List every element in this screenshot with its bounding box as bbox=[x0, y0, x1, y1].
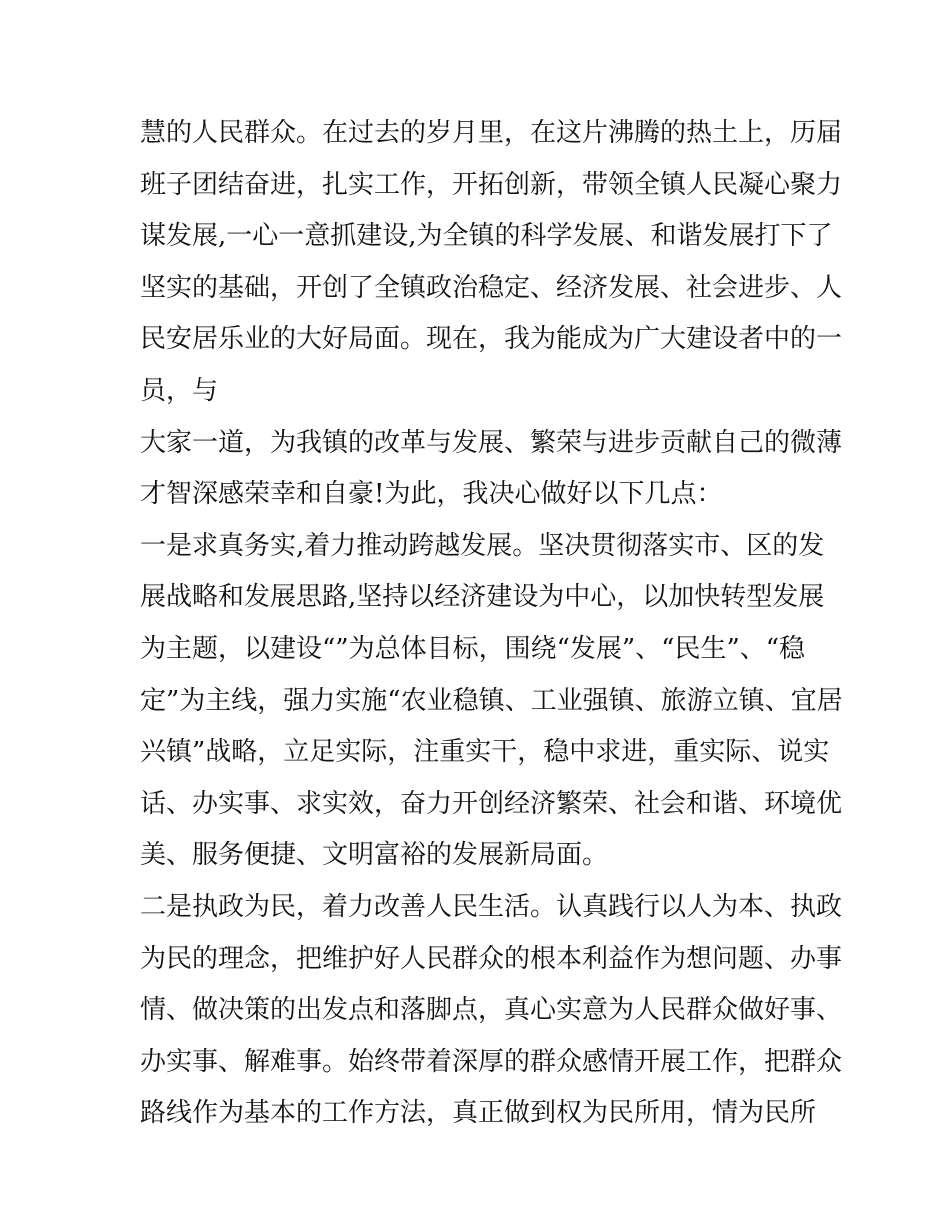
text-line: 一是求真务实,着力推动跨越发展。坚决贯彻落实市、区的发 bbox=[140, 530, 825, 561]
text-line: 班子团结奋进，扎实工作，开拓创新，带领全镇人民凝心聚力 bbox=[140, 169, 843, 200]
text-line: 二是执政为民，着力改善人民生活。认真践行以人为本、执政 bbox=[140, 891, 843, 922]
text-line: 坚实的基础，开创了全镇政治稳定、经济发展、社会进步、人 bbox=[140, 272, 843, 303]
text-line: 展战略和发展思路,坚持以经济建设为中心，以加快转型发展 bbox=[140, 582, 825, 613]
text-line: 路线作为基本的工作方法，真正做到权为民所用，情为民所 bbox=[140, 1098, 817, 1129]
text-line: 办实事、解难事。始终带着深厚的群众感情开展工作，把群众 bbox=[140, 1046, 843, 1077]
text-line: 为主题，以建设“”为总体目标，围绕“发展”、“民生”、“稳 bbox=[140, 633, 806, 664]
text-line: 美、服务便捷、文明富裕的发展新局面。 bbox=[140, 840, 609, 871]
text-line: 民安居乐业的大好局面。现在，我为能成为广大建设者中的一 bbox=[140, 324, 843, 355]
text-line: 谋发展,一心一意抓建设,为全镇的科学发展、和谐发展打下了 bbox=[140, 221, 833, 252]
text-line: 情、做决策的出发点和落脚点，真心实意为人民群众做好事、 bbox=[140, 995, 843, 1026]
text-line: 话、办实事、求实效，奋力开创经济繁荣、社会和谐、环境优 bbox=[140, 788, 843, 819]
text-line: 慧的人民群众。在过去的岁月里，在这片沸腾的热土上，历届 bbox=[140, 118, 843, 148]
text-line: 才智深感荣幸和自豪!为此，我决心做好以下几点： bbox=[140, 479, 723, 510]
text-line: 大家一道，为我镇的改革与发展、繁荣与进步贡献自己的微薄 bbox=[140, 427, 843, 458]
text-line: 为民的理念，把维护好人民群众的根本利益作为想问题、办事 bbox=[140, 943, 843, 974]
text-line: 定”为主线，强力实施“农业稳镇、工业强镇、旅游立镇、宜居 bbox=[140, 685, 843, 716]
text-line: 兴镇”战略，立足实际，注重实干，稳中求进，重实际、说实 bbox=[140, 737, 830, 768]
text-line: 员，与 bbox=[140, 375, 219, 406]
body-text bbox=[140, 108, 843, 1140]
